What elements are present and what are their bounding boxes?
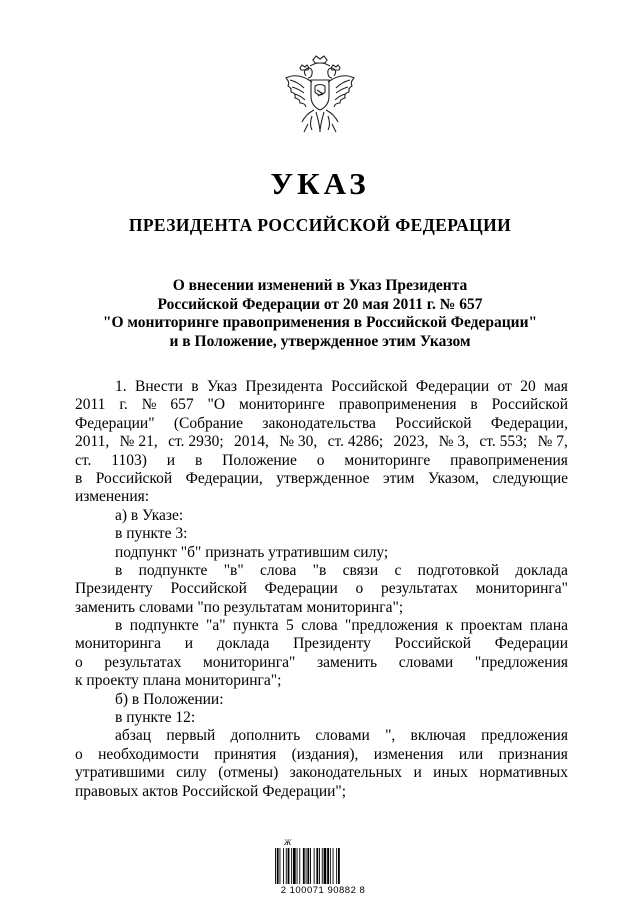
body-word: Президенту (75, 580, 153, 598)
body-word: абзац (115, 727, 152, 745)
document-title (60, 277, 580, 351)
body-word: (отмены) (218, 764, 279, 782)
body-word: изменения (373, 745, 444, 763)
body-line (75, 727, 568, 745)
body-word: пункта (233, 617, 279, 635)
body-line (75, 378, 568, 396)
body-line (75, 525, 568, 543)
body-word: Федерации" (75, 414, 155, 432)
body-word: заменить (316, 653, 378, 671)
body-word: Федерации (494, 635, 568, 653)
barcode-bar (316, 848, 318, 884)
body-word: ст. 553; (479, 433, 528, 451)
body-line (75, 764, 568, 782)
body-line (75, 580, 568, 598)
body-word: доклада (515, 561, 568, 579)
barcode-bar (336, 848, 337, 884)
body-line (75, 783, 568, 801)
body-line (75, 433, 568, 451)
barcode (274, 838, 364, 898)
barcode-bar (324, 848, 327, 884)
body-word: 20 (520, 378, 536, 395)
body-line (75, 544, 568, 562)
body-word: необходимости (98, 745, 199, 763)
body-word: Российской (491, 396, 568, 414)
body-word: проектам (460, 617, 523, 635)
body-word: в пункте 3: (115, 525, 188, 543)
body-word: (Собрание (173, 414, 244, 432)
body-word: мониторинге (238, 396, 325, 414)
body-word: мониторинга (75, 635, 162, 653)
body-word: Российской (394, 635, 472, 653)
body-word: о (75, 653, 83, 671)
body-word: результатах (380, 580, 458, 598)
body-word: правоприменения (450, 451, 568, 469)
body-word: Указ (207, 378, 237, 395)
body-word: Положение (222, 451, 297, 469)
body-word: о (355, 580, 364, 598)
body-word: Президенту (293, 635, 371, 653)
body-word: и (184, 635, 194, 653)
barcode-bar (327, 848, 329, 884)
body-word: и (166, 451, 176, 469)
body-word: принятия (214, 745, 277, 763)
decree-issuer: ПРЕЗИДЕНТА РОССИЙСКОЙ ФЕДЕРАЦИИ (128, 215, 512, 235)
body-line (75, 691, 568, 709)
body-word: Федерации, (185, 469, 263, 487)
document-title-line: О внесении изменений в Указ Президента (172, 277, 468, 294)
body-line (75, 452, 568, 470)
body-word: с (394, 561, 402, 579)
body-word: в (115, 561, 123, 579)
barcode-bar (291, 848, 292, 884)
body-word: 2011 (75, 396, 106, 414)
body-word: утратившими (75, 764, 165, 782)
body-word: 2023, (393, 433, 429, 451)
body-word: признания (498, 745, 568, 763)
body-word: "в (312, 561, 327, 579)
barcode-bar (330, 848, 331, 884)
body-word: Российской (95, 469, 173, 487)
body-word: и (413, 764, 422, 782)
body-word: № 3, (438, 433, 470, 451)
document-body (75, 378, 568, 801)
body-word: ст. 4286; (327, 433, 384, 451)
body-line (75, 488, 568, 506)
body-word: ст. (75, 451, 92, 469)
body-word: а) в Указе: (115, 506, 184, 524)
barcode-number: 2 100071 90882 8 (280, 885, 366, 896)
body-word: 657 (170, 396, 194, 414)
body-line (75, 396, 568, 414)
body-word: подпункте (129, 617, 199, 635)
barcode-bar (275, 848, 276, 884)
barcode-bar (288, 848, 290, 884)
body-word: Внести (135, 378, 183, 395)
barcode-bar (322, 848, 323, 884)
body-word: включая (410, 727, 466, 745)
body-word: 5 (286, 617, 294, 635)
body-line (75, 617, 568, 635)
body-word: № 21, (119, 433, 158, 451)
barcode-bar (310, 848, 311, 884)
body-word: в пункте 12: (115, 709, 196, 727)
body-word: словами (398, 653, 454, 671)
body-line (75, 709, 568, 727)
body-word: нормативных (479, 764, 568, 782)
body-line (75, 635, 568, 653)
body-line (75, 562, 568, 580)
body-word: Указом, (427, 469, 479, 487)
body-word: изменения: (75, 488, 150, 506)
body-word: подготовкой (417, 561, 500, 579)
body-word: № (141, 396, 157, 414)
body-line (75, 599, 568, 617)
body-word: ст. 2930; (168, 433, 224, 451)
body-word: подпункт "б" признать утратившим силу; (115, 543, 389, 561)
body-word: в (191, 378, 199, 395)
body-word: слова (260, 561, 297, 579)
body-word: 1. (115, 378, 127, 395)
barcode-bar (306, 848, 307, 884)
body-line (75, 746, 568, 764)
body-word: Российской (170, 580, 247, 598)
body-word: ", (385, 727, 396, 745)
body-word: следующие (492, 469, 568, 487)
body-word: 2011, (75, 433, 110, 451)
body-word: о (75, 745, 83, 763)
body-word: (издания), (291, 745, 359, 763)
body-word: Федерации (415, 378, 490, 395)
body-word: этим (382, 469, 415, 487)
body-word: доклада (216, 635, 270, 653)
body-word: в (470, 396, 478, 414)
decree-heading: УКАЗ (270, 166, 370, 201)
body-word: Федерации (264, 580, 338, 598)
body-word: словами (315, 727, 370, 745)
body-word: подпункте (138, 561, 208, 579)
body-word: связи (342, 561, 379, 579)
barcode-bar (297, 848, 298, 884)
body-word: "предложения (345, 617, 439, 635)
body-word: законодательных (289, 764, 403, 782)
barcode-bar (333, 848, 334, 884)
body-word: о (316, 451, 325, 469)
body-word: результатах (104, 653, 182, 671)
document-title-line: "О мониторинге правоприменения в Российской Федерации" (102, 314, 538, 331)
body-word: плана (529, 617, 568, 635)
body-word: предложения (481, 727, 568, 745)
body-line (75, 654, 568, 672)
body-word: Президента (245, 378, 323, 395)
body-word: первый (166, 727, 216, 745)
body-word: "О (207, 396, 226, 414)
body-word: к проекту плана мониторинга"; (75, 672, 282, 690)
document-title-line: Российской Федерации от 20 мая 2011 г. № 657 (157, 295, 483, 313)
barcode-bar (299, 848, 300, 884)
body-word: мая (544, 378, 568, 395)
body-line (75, 507, 568, 525)
body-word: законодательства (262, 414, 376, 432)
barcode-bar (307, 848, 309, 884)
barcode-bar (293, 848, 296, 884)
body-word: от (497, 378, 512, 395)
barcode-bar (314, 848, 315, 884)
coat-of-arms-emblem (282, 54, 358, 138)
body-word: № 7, (537, 433, 568, 451)
body-word: дополнить (230, 727, 301, 745)
barcode-mark: Ж (284, 838, 292, 847)
barcode-bar (280, 848, 281, 884)
body-word: Российской (395, 414, 472, 432)
body-word: 2014, (233, 433, 269, 451)
body-word: мониторинга" (202, 653, 296, 671)
body-word: правовых актов Российской Федерации"; (75, 782, 347, 800)
body-word: мониторинге (344, 451, 431, 469)
body-word: слова (301, 617, 338, 635)
body-word: заменить словами "по результатам мониторинга"; (75, 598, 404, 616)
body-word: утвержденное (276, 469, 370, 487)
body-word: г. (119, 396, 128, 414)
body-word: № 30, (279, 433, 318, 451)
body-line (75, 470, 568, 488)
barcode-bar (277, 848, 279, 884)
body-word: "в" (223, 561, 244, 579)
body-word: "а" (206, 617, 226, 635)
body-word: в (115, 617, 123, 635)
body-word: Российской (331, 378, 408, 395)
body-word: мониторинга" (475, 580, 568, 598)
body-word: или (458, 745, 484, 763)
body-word: к (445, 617, 454, 635)
body-word: "предложения (474, 653, 568, 671)
barcode-bar (303, 848, 305, 884)
barcode-bar (319, 848, 320, 884)
barcode-bar (338, 848, 340, 884)
barcode-bar (283, 848, 284, 884)
body-line (75, 672, 568, 690)
body-word: в (194, 451, 203, 469)
barcode-bars (274, 848, 364, 884)
body-word: правоприменения (338, 396, 457, 414)
body-word: силу (176, 764, 207, 782)
document-title-line: и в Положение, утвержденное этим Указом (169, 332, 471, 350)
body-word: иных (433, 764, 468, 782)
body-line (75, 415, 568, 433)
body-word: в (75, 469, 83, 487)
body-word: б) в Положении: (115, 690, 224, 708)
barcode-bar (286, 848, 287, 884)
body-word: Федерации, (490, 414, 568, 432)
body-word: 1103) (111, 451, 147, 469)
